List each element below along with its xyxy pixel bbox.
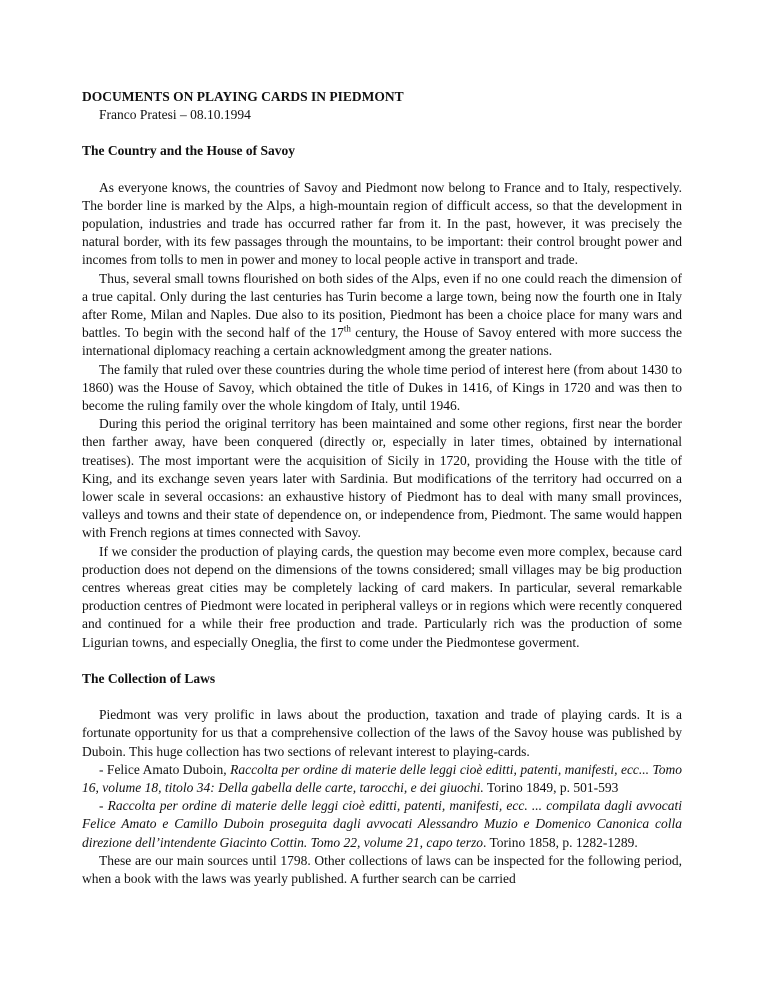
- paragraph: Piedmont was very prolific in laws about the production, taxation and trade of playing cards. It is a fortunate opportunity for us that a comprehensive collection of the laws of the Savoy house was published by Duboin. This huge collection has two sections of relevant interest to playing-cards.: [82, 707, 682, 759]
- paragraph: The family that ruled over these countries during the whole time period of interest here (from about 1430 to 1860) was the House of Savoy, which obtained the title of Dukes in 1416, of Kings in 1720 and was then to become the ruling family over the whole kingdom of Italy, until 1946.: [82, 361, 682, 414]
- reference-entry: [82, 761, 682, 797]
- document-body: [82, 88, 682, 888]
- author-date-line: Franco Pratesi – 08.10.1994: [99, 107, 251, 123]
- reference-title: Raccolta per ordine di materie delle leggi cioè editti, patenti, manifesti, ecc. ... compilata dagli avvocati Felice Amato e Camillo Duboin proseguita dagli avvocati Alessandro Muzio e Domenico Canonica colla direzione dell’intendente Giacinto Cottin. Tomo 22, volume 21, capo terzo: [82, 798, 682, 850]
- paragraph-text: Thus, several small towns flourished on both sides of the Alps, even if no one could reach the dimension of a true capital. Only during the last centuries has Turin become a large town, being now the fourth one in Italy after Rome, Milan and Naples. Due also to its position, Piedmont has been a choice place for many wars and battles. To begin with the second half of the 17: [82, 270, 682, 341]
- paragraph: These are our main sources until 1798. Other collections of laws can be inspected for the following period, when a book with the laws was yearly published. A further search can be carried: [82, 852, 682, 886]
- reference-prefix: - Felice Amato Duboin,: [99, 761, 231, 777]
- reference-title: Raccolta per ordine di materie delle leggi cioè editti, patenti, manifesti, ecc... Tomo 16, volume 18, titolo 34: Della gabella delle carte, tarocchi, e dei giuochi.: [82, 761, 683, 795]
- reference-entry: [82, 797, 682, 852]
- paragraph: During this period the original territory has been maintained and some other regions, first near the border then farther away, have been conquered (directly or, especially in later times, obtained by international treatises). The most important were the acquisition of Sicily in 1720, providing the House with the title of King, and its exchange seven years later with Sardinia. But modifications of the territory had occurred on a lower scale in several occasions: an exhaustive history of Piedmont has to deal with many small provinces, valleys and towns and their state of dependence on, or independence from, Piedmont. The same would happen with French regions at times connected with Savoy.: [82, 416, 682, 541]
- section-heading-laws: The Collection of Laws: [82, 670, 216, 686]
- section-heading-country: The Country and the House of Savoy: [82, 143, 296, 159]
- document-title: DOCUMENTS ON PLAYING CARDS IN PIEDMONT: [82, 89, 404, 104]
- reference-prefix: -: [99, 798, 108, 814]
- paragraph-text: century, the House of Savoy entered with more success the international diplomacy reaching a certain acknowledgment among the greater nations.: [82, 325, 682, 359]
- paragraph: If we consider the production of playing cards, the question may become even more complex, because card production does not depend on the dimensions of the towns considered; small villages may be big production centres whereas great cities may be completely lacking of card makers. In particular, several remarkable production centres of Piedmont were located in peripheral valleys or in regions which were recently conquered and continued for a while their free production and trade. Particularly rich was the production of some Ligurian towns, and especially Oneglia, the first to come under the Piedmontese goverment.: [82, 543, 682, 650]
- reference-suffix: . Torino 1858, p. 1282-1289.: [482, 834, 638, 850]
- reference-suffix: Torino 1849, p. 501-593: [483, 779, 619, 795]
- paragraph: As everyone knows, the countries of Savoy and Piedmont now belong to France and to Italy, respectively. The border line is marked by the Alps, a high-mountain region of difficult access, so that the development in population, industries and trade has occurred rather far from it. In the past, however, it was precisely the natural border, with its few passages through the mountains, to be important: their control brought power and incomes from tolls to men in power and money to local people active in transport and trade.: [82, 179, 682, 268]
- superscript: th: [343, 323, 351, 334]
- paragraph: [82, 270, 682, 361]
